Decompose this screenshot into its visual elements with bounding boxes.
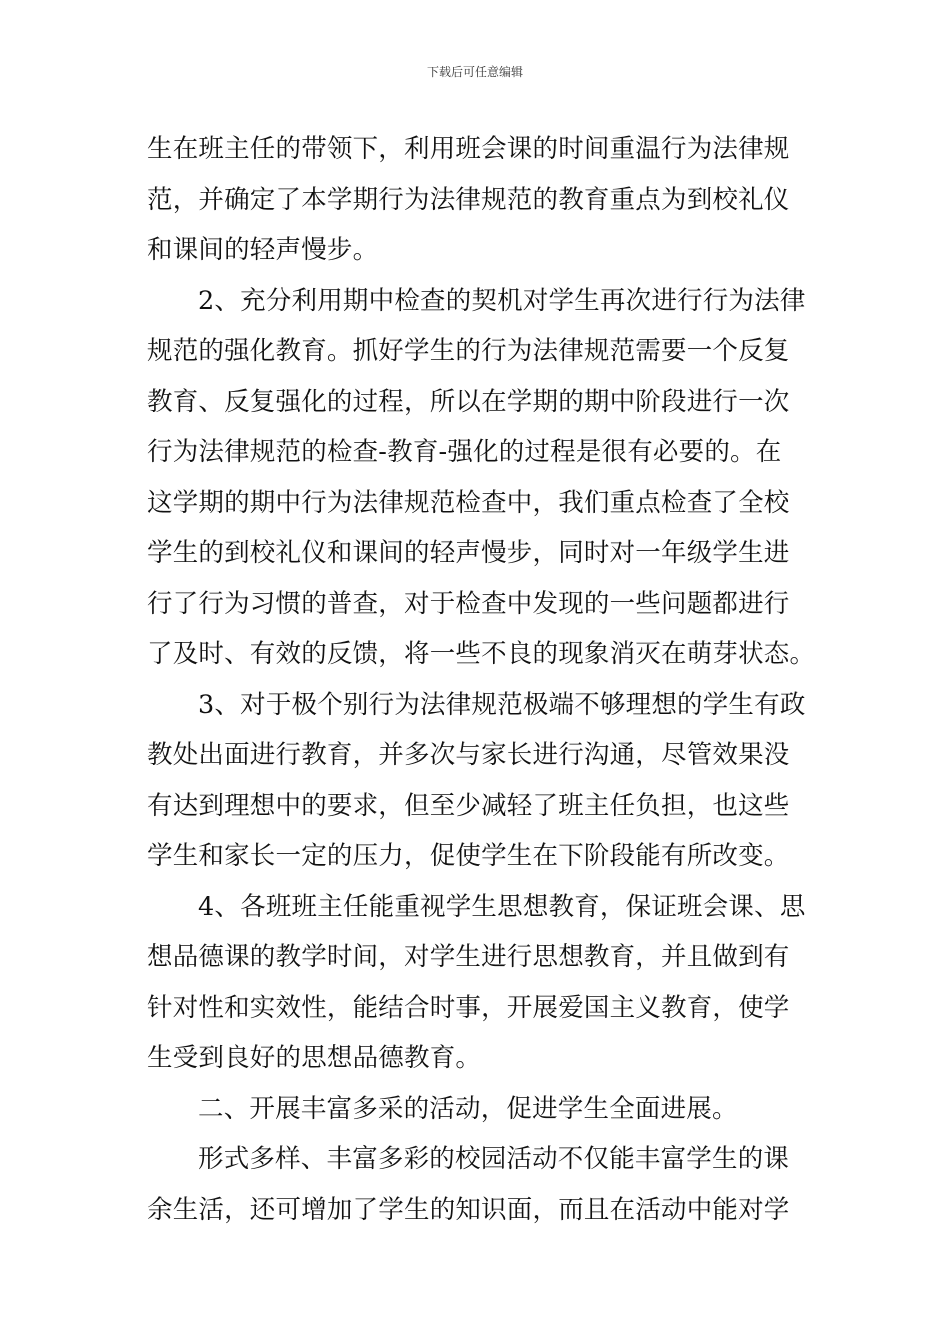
text-line: 针对性和实效性，能结合时事，开展爱国主义教育，使学 <box>147 992 790 1023</box>
text-line: 余生活，还可增加了学生的知识面，而且在活动中能对学 <box>147 1194 790 1225</box>
text-line: 学生和家长一定的压力，促使学生在下阶段能有所改变。 <box>147 841 790 871</box>
text-line: 规范的强化教育。抓好学生的行为法律规范需要一个反复 <box>147 336 790 366</box>
text-line: 学生的到校礼仪和课间的轻声慢步，同时对一年级学生进 <box>147 538 790 568</box>
text-line: 和课间的轻声慢步。 <box>147 235 379 265</box>
paragraph-start-line: 2、充分利用期中检查的契机对学生再次进行行为法律 <box>198 285 806 316</box>
paragraph-start-line: 形式多样、丰富多彩的校园活动不仅能丰富学生的课 <box>198 1144 790 1174</box>
paragraph-start-line: 4、各班班主任能重视学生思想教育，保证班会课、思 <box>198 891 806 922</box>
text-line: 了及时、有效的反馈，将一些不良的现象消灭在萌芽状态。 <box>147 639 816 669</box>
text-line: 教处出面进行教育，并多次与家长进行沟通，尽管效果没 <box>147 740 790 770</box>
section-heading: 二、开展丰富多采的活动，促进学生全面进展。 <box>198 1093 738 1124</box>
text-line: 范，并确定了本学期行为法律规范的教育重点为到校礼仪 <box>147 184 790 215</box>
text-line: 行了行为习惯的普查，对于检查中发现的一些问题都进行 <box>147 588 790 619</box>
paragraph-start-line: 3、对于极个别行为法律规范极端不够理想的学生有政 <box>198 689 806 720</box>
text-line: 生在班主任的带领下，利用班会课的时间重温行为法律规 <box>147 134 790 164</box>
text-line: 想品德课的教学时间，对学生进行思想教育，并且做到有 <box>147 942 790 972</box>
text-line: 教育、反复强化的过程，所以在学期的期中阶段进行一次 <box>147 386 790 417</box>
text-line: 行为法律规范的检查-教育-强化的过程是很有必要的。在 <box>147 437 782 467</box>
document-body <box>147 124 816 1235</box>
text-line: 这学期的期中行为法律规范检查中，我们重点检查了全校 <box>147 487 790 518</box>
text-line: 有达到理想中的要求，但至少减轻了班主任负担，也这些 <box>147 790 790 821</box>
page-header: 下载后可任意编辑 <box>426 65 523 79</box>
text-line: 生受到良好的思想品德教育。 <box>147 1043 482 1073</box>
